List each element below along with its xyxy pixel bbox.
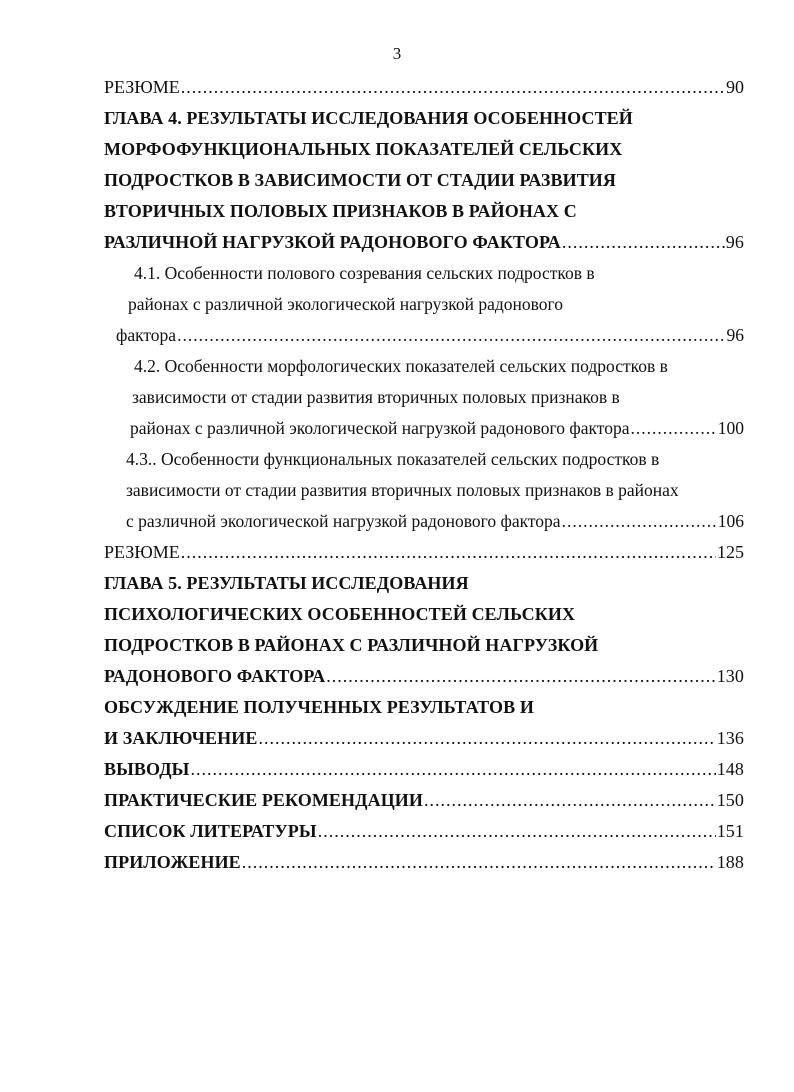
toc-entry-text: И ЗАКЛЮЧЕНИЕ (104, 728, 258, 748)
toc-chapter-5-title-line-3 (104, 630, 744, 661)
toc-entry-text: ВЫВОДЫ (104, 759, 190, 779)
toc-entry-page: 96 (726, 325, 744, 345)
toc-discussion-line-2 (104, 723, 744, 754)
toc-chapter-4-title-line-5 (104, 227, 744, 258)
toc-chapter-4-title-line-4 (104, 196, 744, 227)
dot-leader (326, 661, 715, 692)
dot-leader (562, 227, 725, 258)
toc-entry-text: районах с различной экологической нагрузкой радонового фактора (130, 418, 630, 438)
toc-entry-text: РЕЗЮМЕ (104, 542, 180, 562)
toc-entry-page: 130 (716, 666, 744, 686)
dot-leader (258, 723, 715, 754)
toc-entry-summary-ch4 (104, 537, 744, 568)
toc-entry-conclusions (104, 754, 744, 785)
toc-entry-recommendations (104, 785, 744, 816)
toc-entry-text: СПИСОК ЛИТЕРАТУРЫ (104, 821, 317, 841)
dot-leader (190, 754, 715, 785)
toc-entry-page: 148 (716, 759, 744, 779)
dot-leader (562, 506, 717, 537)
toc-entry-text: 4.2. Особенности морфологических показателей сельских подростков в (134, 356, 668, 376)
toc-section-4-2-line-2 (104, 382, 744, 413)
toc-entry-text: 4.1. Особенности полового созревания сельских подростков в (134, 263, 595, 283)
toc-entry-page: 125 (717, 542, 744, 562)
toc-entry-page: 188 (716, 852, 744, 872)
toc-entry-text: РАЗЛИЧНОЙ НАГРУЗКОЙ РАДОНОВОГО ФАКТОРА (104, 232, 561, 252)
toc-entry-text: ГЛАВА 5. РЕЗУЛЬТАТЫ ИССЛЕДОВАНИЯ (104, 573, 469, 593)
toc-entry-page: 151 (716, 821, 744, 841)
dot-leader (181, 72, 725, 103)
toc-chapter-5-title-line-4 (104, 661, 744, 692)
toc-entry-text: ПСИХОЛОГИЧЕСКИХ ОСОБЕННОСТЕЙ СЕЛЬСКИХ (104, 604, 576, 624)
toc-entry-text: 4.3.. Особенности функциональных показателей сельских подростков в (126, 449, 660, 469)
dot-leader (318, 816, 716, 847)
toc-entry-text: ПОДРОСТКОВ В РАЙОНАХ С РАЗЛИЧНОЙ НАГРУЗКОЙ (104, 635, 599, 655)
toc-section-4-1-line-3 (104, 320, 744, 351)
toc-entry-text: зависимости от стадии развития вторичных половых признаков в районах (126, 480, 679, 500)
toc-entry-references (104, 816, 744, 847)
toc-chapter-4-title-line-1 (104, 103, 744, 134)
toc-entry-text: РЕЗЮМЕ (104, 77, 180, 97)
toc-entry-text: зависимости от стадии развития вторичных половых признаков в (132, 387, 620, 407)
toc-section-4-1-line-2 (104, 289, 744, 320)
toc-entry-text: ПОДРОСТКОВ В ЗАВИСИМОСТИ ОТ СТАДИИ РАЗВИТИЯ (104, 170, 616, 190)
toc-entry-text: районах с различной экологической нагрузкой радонового (128, 294, 564, 314)
toc-entry-text: ВТОРИЧНЫХ ПОЛОВЫХ ПРИЗНАКОВ В РАЙОНАХ С (104, 201, 577, 221)
toc-section-4-2-line-3 (104, 413, 744, 444)
toc-entry-page: 100 (717, 418, 744, 438)
toc-entry-text: ГЛАВА 4. РЕЗУЛЬТАТЫ ИССЛЕДОВАНИЯ ОСОБЕННОСТЕЙ (104, 108, 633, 128)
toc-entry-text: ПРАКТИЧЕСКИЕ РЕКОМЕНДАЦИИ (104, 790, 424, 810)
toc-entry-text: МОРФОФУНКЦИОНАЛЬНЫХ ПОКАЗАТЕЛЕЙ СЕЛЬСКИХ (104, 139, 623, 159)
toc-chapter-4-title-line-2 (104, 134, 744, 165)
toc-entry-text: фактора (116, 325, 177, 345)
dot-leader (630, 413, 716, 444)
dot-leader (424, 785, 716, 816)
dot-leader (181, 537, 716, 568)
toc-chapter-4-title-line-3 (104, 165, 744, 196)
toc-entry-page: 96 (725, 232, 744, 252)
toc-entry-summary-ch3 (104, 72, 744, 103)
dot-leader (242, 847, 716, 878)
page-number: 3 (392, 44, 402, 63)
toc-entry-page: 90 (726, 77, 744, 97)
table-of-contents (104, 72, 744, 878)
toc-entry-page: 106 (717, 511, 744, 531)
toc-section-4-3-line-1 (104, 444, 744, 475)
toc-section-4-3-line-3 (104, 506, 744, 537)
toc-entry-appendix (104, 847, 744, 878)
toc-entry-page: 150 (716, 790, 744, 810)
toc-entry-text: РАДОНОВОГО ФАКТОРА (104, 666, 326, 686)
toc-section-4-3-line-2 (104, 475, 744, 506)
dot-leader (177, 320, 725, 351)
toc-chapter-5-title-line-2 (104, 599, 744, 630)
toc-section-4-2-line-1 (104, 351, 744, 382)
toc-entry-text: ПРИЛОЖЕНИЕ (104, 852, 241, 872)
toc-section-4-1-line-1 (104, 258, 744, 289)
toc-entry-text: ОБСУЖДЕНИЕ ПОЛУЧЕННЫХ РЕЗУЛЬТАТОВ И (104, 697, 534, 717)
toc-entry-text: с различной экологической нагрузкой радонового фактора (126, 511, 561, 531)
toc-discussion-line-1 (104, 692, 744, 723)
toc-entry-page: 136 (716, 728, 744, 748)
toc-chapter-5-title-line-1 (104, 568, 744, 599)
